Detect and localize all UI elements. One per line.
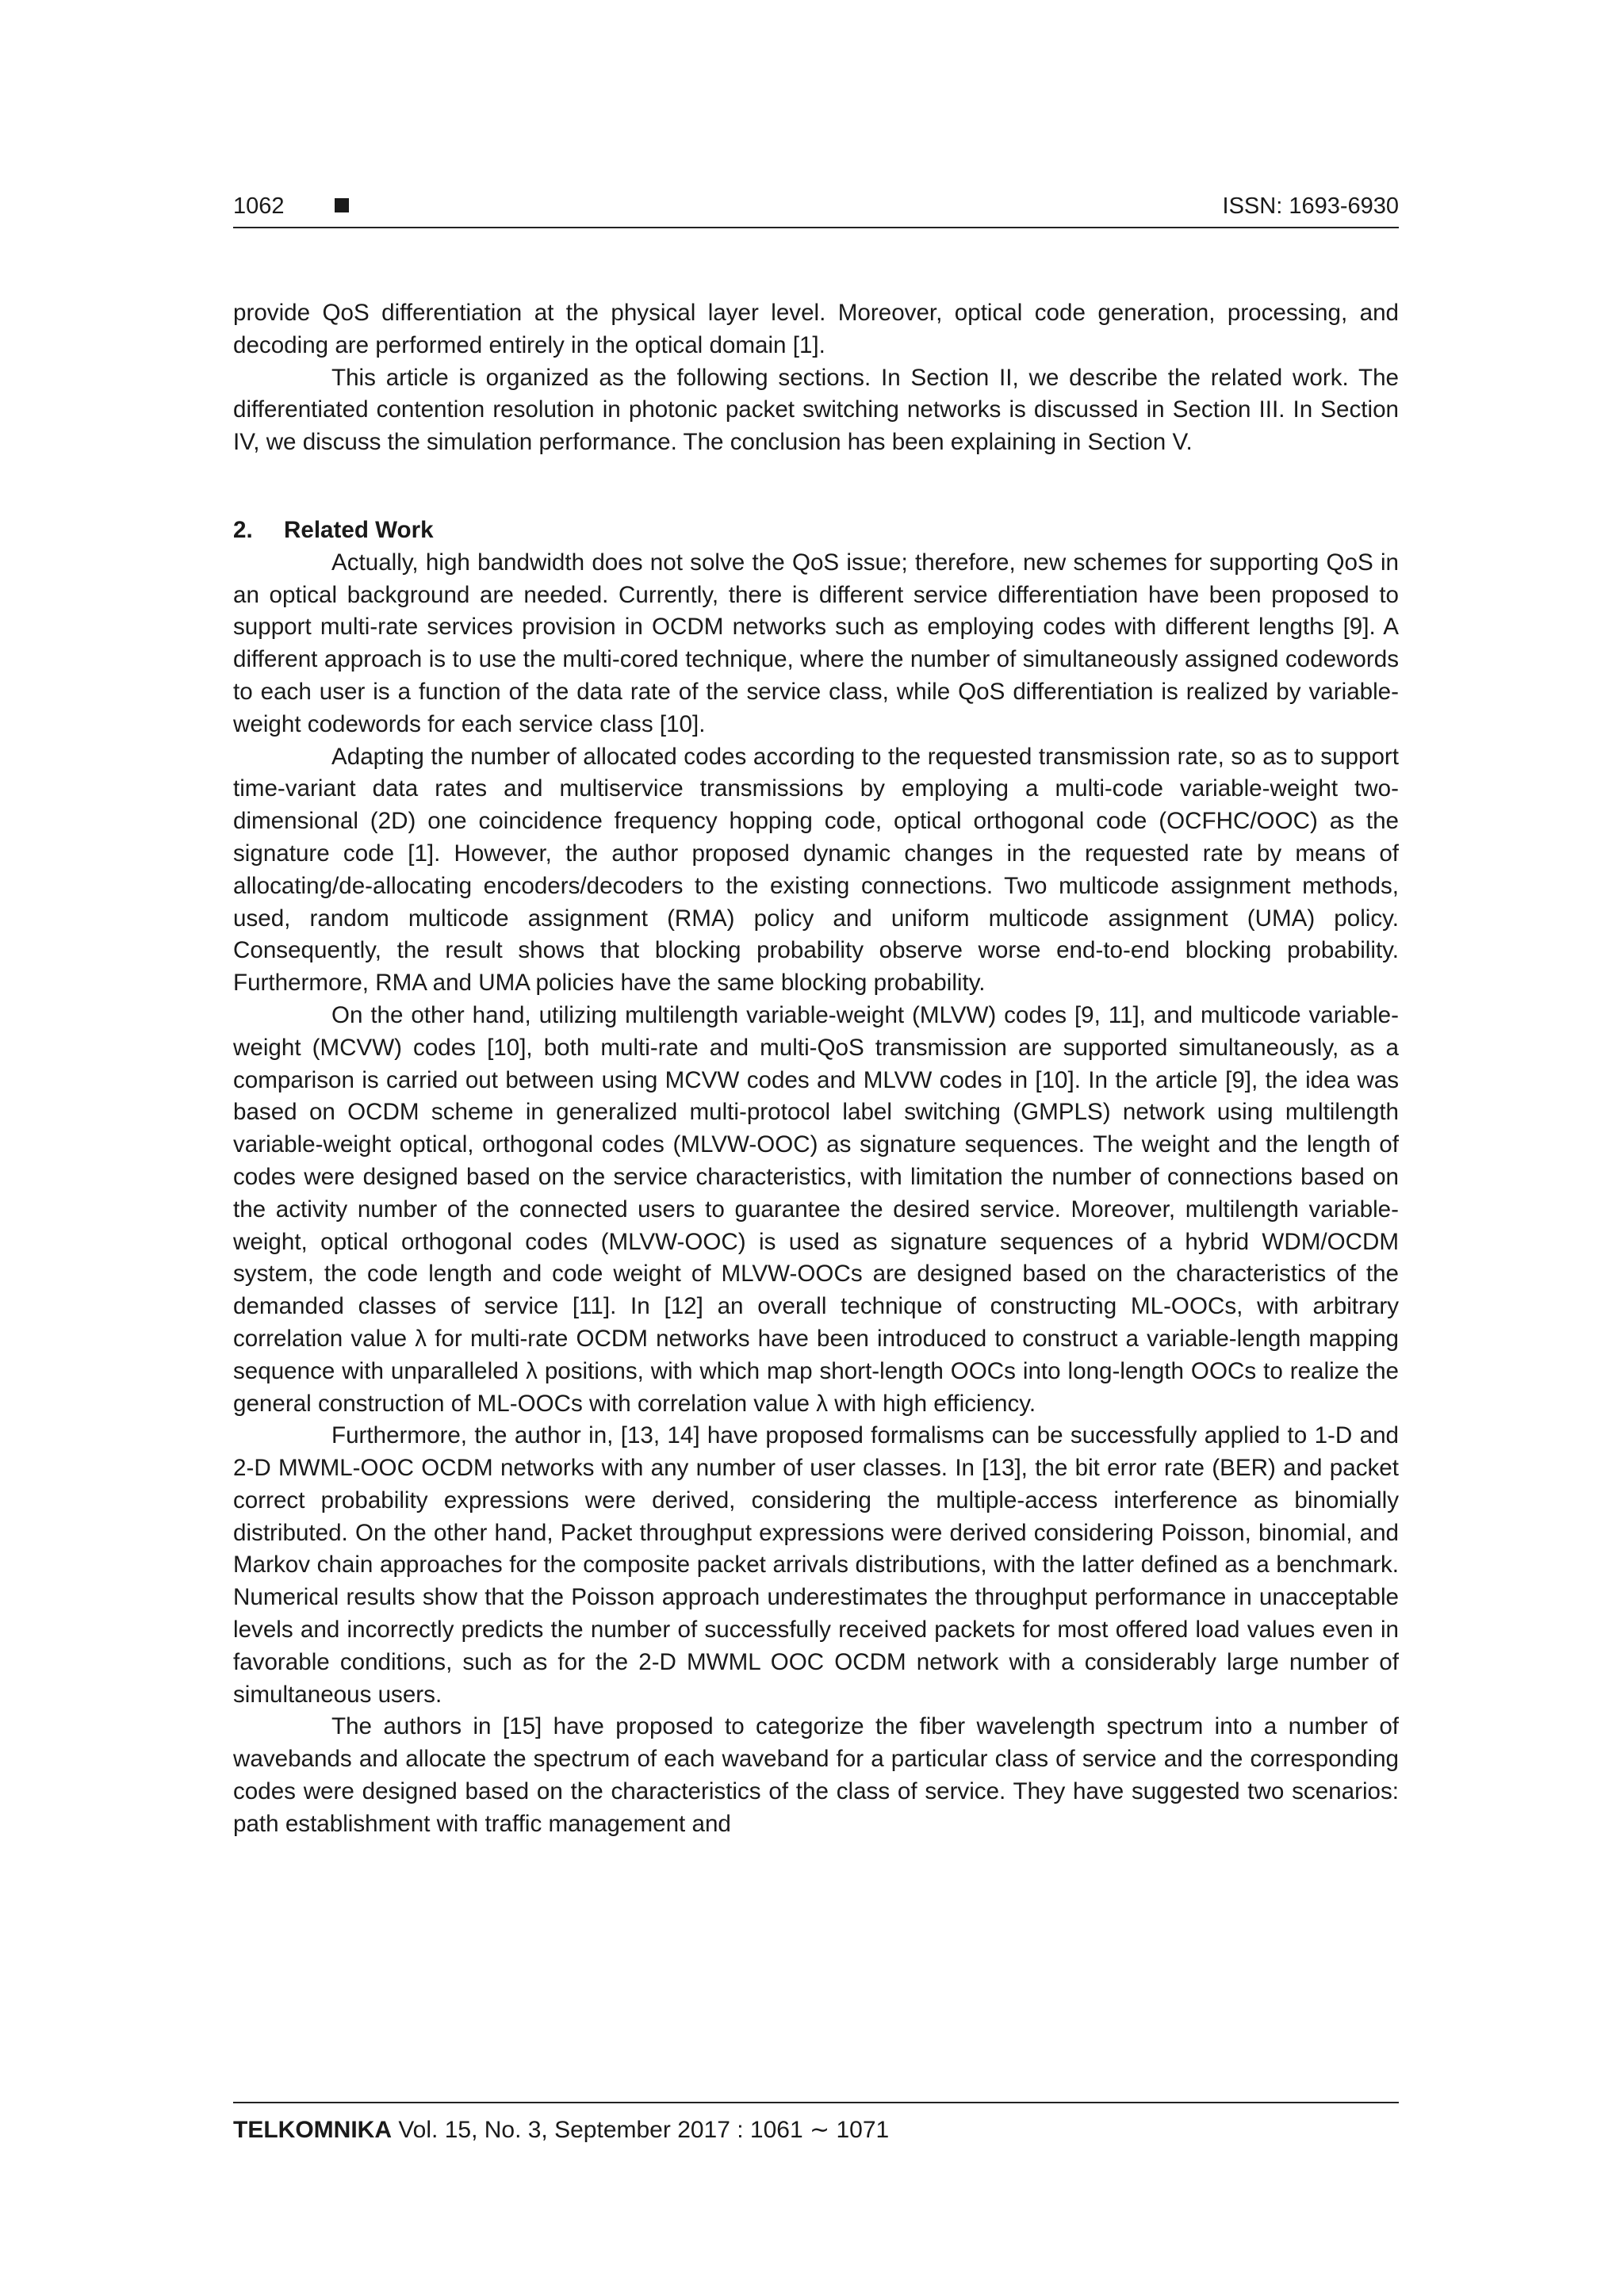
square-bullet-icon: [335, 198, 349, 212]
body-text: [233, 297, 1399, 1841]
paragraph: Furthermore, the author in, [13, 14] have proposed formalisms can be successfully applied to 1-D and 2-D MWML-OOC OCDM networks with any number of user classes. In [13], the bit error rate (BER) and packet correct probability expressions were derived, considering the multiple-access interference as binomially distributed. On the other hand, Packet throughput expressions were derived considering Poisson, binomial, and Markov chain approaches for the composite packet arrivals distributions, with the latter defined as a benchmark. Numerical results show that the Poisson approach underestimates the throughput performance in unacceptable levels and incorrectly predicts the number of successfully received packets for most offered load values even in favorable conditions, such as for the 2-D MWML OOC OCDM network with a considerably large number of simultaneous users.: [233, 1422, 1399, 1708]
paragraph: On the other hand, utilizing multilength variable-weight (MLVW) codes [9, 11], and multicode variable-weight (MCVW) codes [10], both multi-rate and multi-QoS transmission are supported simultaneously, as a comparison is carried out between using MCVW codes and MLVW codes in [10]. In the article [9], the idea was based on OCDM scheme in generalized multi-protocol label switching (GMPLS) network using multilength variable-weight optical, orthogonal codes (MLVW-OOC) as signature sequences. The weight and the length of codes were designed based on the service characteristics, with limitation the number of connections based on the activity number of the connected users to guarantee the desired service. Moreover, multilength variable-weight, optical orthogonal codes (MLVW-OOC) is used as signature sequences of a hybrid WDM/OCDM system, the code length and code weight of MLVW-OOCs are designed based on the characteristics of the demanded classes of service [11]. In [12] an overall technique of constructing ML-OOCs, with arbitrary correlation value λ for multi-rate OCDM networks have been introduced to construct a variable-length mapping sequence with unparalleled λ positions, with which map short-length OOCs into long-length OOCs to realize the general construction of ML-OOCs with correlation value λ with high efficiency.: [233, 1001, 1399, 1417]
page-header: [233, 190, 1399, 228]
paragraph: This article is organized as the following sections. In Section II, we describe the related work. The differentiated contention resolution in photonic packet switching networks is discussed in Section III. In Section IV, we discuss the simulation performance. The conclusion has been explaining in Section V.: [233, 364, 1399, 456]
section-heading: [233, 515, 1399, 547]
paragraph: The authors in [15] have proposed to categorize the fiber wavelength spectrum into a number of wavebands and allocate the spectrum of each waveband for a particular class of service and the corresponding codes were designed based on the characteristics of the class of service. They have suggested two scenarios: path establishment with traffic management and: [233, 1713, 1399, 1837]
paragraph: Adapting the number of allocated codes according to the requested transmission rate, so as to support time-variant data rates and multiservice transmissions by employing a multi-code variable-weight two-dimensional (2D) one coincidence frequency hopping code, optical orthogonal code (OCFHC/OOC) as the signature code [1]. However, the author proposed dynamic changes in the requested rate by means of allocating/de-allocating encoders/decoders to the existing connections. Two multicode assignment methods, used, random multicode assignment (RMA) policy and uniform multicode assignment (UMA) policy. Consequently, the result shows that blocking probability observe worse end-to-end blocking probability. Furthermore, RMA and UMA policies have the same blocking probability.: [233, 743, 1399, 997]
paragraph: provide QoS differentiation at the physical layer level. Moreover, optical code generation, processing, and decoding are performed entirely in the optical domain [1].: [233, 300, 1399, 358]
section-number: 2.: [233, 516, 253, 543]
page-footer: [233, 2102, 1399, 2146]
page-number: 1062: [233, 193, 285, 219]
journal-name: TELKOMNIKA: [233, 2117, 392, 2143]
section-title: Related Work: [284, 516, 434, 543]
paragraph: Actually, high bandwidth does not solve the QoS issue; therefore, new schemes for supporting QoS in an optical background are needed. Currently, there is different service differentiation have been proposed to support multi-rate services provision in OCDM networks such as employing codes with different lengths [9]. A different approach is to use the multi-cored technique, where the number of simultaneously assigned codewords to each user is a function of the data rate of the service class, while QoS differentiation is realized by variable-weight codewords for each service class [10].: [233, 549, 1399, 737]
issn-label: ISSN: 1693-6930: [1222, 193, 1399, 219]
journal-citation: Vol. 15, No. 3, September 2017 : 1061 ∼ 1071: [391, 2117, 890, 2143]
